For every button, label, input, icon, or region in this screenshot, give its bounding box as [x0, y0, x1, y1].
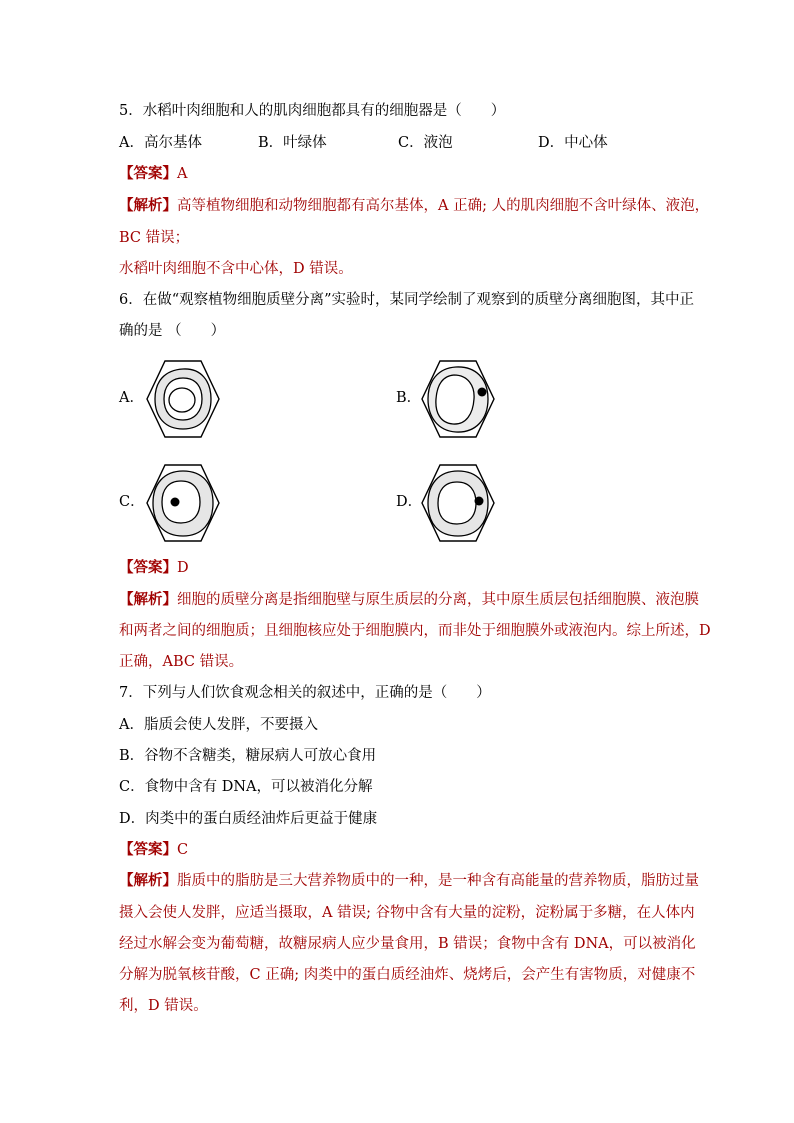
- analysis-text: 细胞的质壁分离是指细胞壁与原生质层的分离，其中原生质层包括细胞膜、液泡膜: [177, 592, 699, 608]
- q7-analysis-line-4: 分解为脱氧核苷酸，C 正确; 肉类中的蛋白质经油炸、烧烤后，会产生有害物质，对健康不: [119, 967, 696, 983]
- q5-analysis-line-3: 水稻叶肉细胞不含中心体，D 错误。: [119, 261, 353, 277]
- q5-option-c: C．液泡: [398, 135, 453, 151]
- q5-answer: [119, 164, 187, 184]
- analysis-text: 高等植物细胞和动物细胞都有高尔基体，A 正确; 人的肌肉细胞不含叶绿体、液泡，: [177, 198, 710, 214]
- q6-analysis-line-3: 正确，ABC 错误。: [119, 654, 244, 670]
- q6-question-line-2: 确的是 （ ）: [119, 323, 226, 339]
- q7-analysis-line-3: 经过水解会变为葡萄糖，故糖尿病人应少量食用，B 错误；食物中含有 DNA，可以被消化: [119, 936, 696, 952]
- analysis-tag: 【解析】: [119, 197, 177, 214]
- q5-option-a: A．高尔基体: [119, 135, 202, 151]
- analysis-text: 脂质中的脂肪是三大营养物质中的一种，是一种含有高能量的营养物质，脂肪过量: [177, 873, 699, 889]
- q7-option-b: B．谷物不含糖类，糖尿病人可放心食用: [119, 748, 377, 764]
- answer-tag: 【答案】: [119, 841, 177, 858]
- plant-cell-figure-a: [145, 359, 221, 439]
- answer-value: D: [177, 560, 189, 576]
- plant-cell-figure-c: [145, 463, 221, 543]
- q5-analysis-line-2: BC 错误；: [119, 230, 190, 246]
- figure-label-c: C．: [119, 494, 145, 510]
- q7-analysis-line-1: [119, 871, 699, 891]
- answer-value: A: [177, 166, 188, 182]
- answer-tag: 【答案】: [119, 165, 177, 182]
- figure-label-a: A．: [119, 390, 144, 406]
- q6-analysis-line-2: 和两者之间的细胞质；且细胞核应处于细胞膜内，而非处于细胞膜外或液泡内。综上所述，D: [119, 623, 711, 639]
- q7-option-d: D．肉类中的蛋白质经油炸后更益于健康: [119, 811, 378, 827]
- q5-question: 5．水稻叶肉细胞和人的肌肉细胞都具有的细胞器是（ ）: [119, 103, 506, 119]
- q7-analysis-line-5: 利，D 错误。: [119, 998, 208, 1014]
- figure-label-d: D．: [396, 494, 423, 510]
- plant-cell-figure-d: [420, 463, 496, 543]
- figure-label-b: B．: [396, 390, 422, 406]
- q7-analysis-line-2: 摄入会使人发胖，应适当摄取，A 错误; 谷物中含有大量的淀粉，淀粉属于多糖，在人体内: [119, 905, 695, 921]
- q6-question-line-1: 6．在做“观察植物细胞质壁分离”实验时，某同学绘制了观察到的质壁分离细胞图，其中正: [119, 292, 695, 308]
- q7-option-c: C．食物中含有 DNA，可以被消化分解: [119, 779, 373, 795]
- q5-options: [119, 133, 679, 153]
- q7-option-a: A．脂质会使人发胖，不要摄入: [119, 717, 318, 733]
- q5-option-d: D．中心体: [538, 135, 608, 151]
- q5-analysis-line-1: [119, 196, 709, 216]
- q6-answer: [119, 558, 189, 578]
- analysis-tag: 【解析】: [119, 872, 177, 889]
- answer-value: C: [177, 842, 189, 858]
- q5-option-b: B．叶绿体: [258, 135, 327, 151]
- answer-tag: 【答案】: [119, 559, 177, 576]
- plant-cell-figure-b: [420, 359, 496, 439]
- q7-answer: [119, 840, 188, 860]
- analysis-tag: 【解析】: [119, 591, 177, 608]
- q7-question: 7．下列与人们饮食观念相关的叙述中，正确的是（ ）: [119, 685, 491, 701]
- q6-analysis-line-1: [119, 590, 699, 610]
